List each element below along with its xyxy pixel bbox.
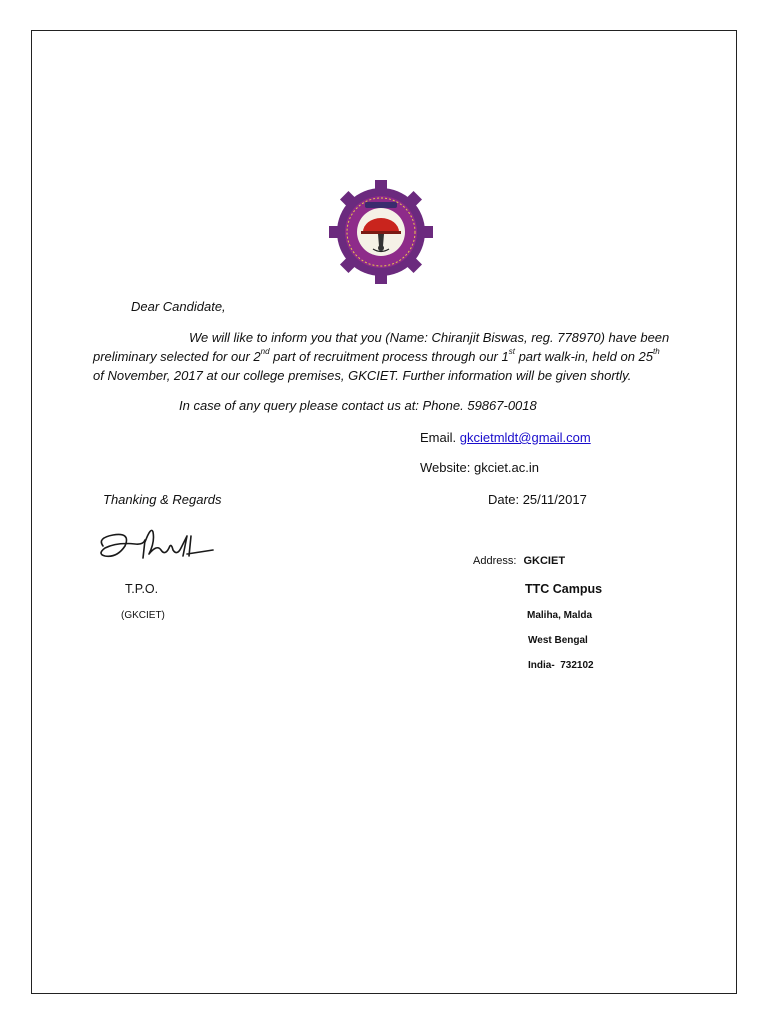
body-line-2-part-c: part walk-in, held on 25: [514, 349, 653, 364]
body-line-1: We will like to inform you that you (Name: Chiranjit Biswas, reg. 778970) have been: [189, 330, 670, 345]
signatory-title: T.P.O.: [125, 582, 159, 596]
date-label: Date:: [488, 492, 520, 507]
ordinal-suffix: nd: [260, 346, 270, 356]
address-name: GKCIET: [523, 555, 566, 567]
address-line-4: India- 732102: [528, 660, 594, 671]
website-line: [420, 460, 539, 475]
email-label: Email.: [420, 430, 457, 445]
website-label: Website:: [420, 460, 471, 475]
ordinal-suffix: th: [653, 346, 660, 356]
address-line-3: West Bengal: [528, 635, 588, 646]
date-value: 25/11/2017: [522, 492, 587, 507]
closing: Thanking & Regards: [103, 492, 222, 507]
email-link[interactable]: gkcietmldt@gmail.com: [459, 430, 591, 445]
website-value: gkciet.ac.in: [473, 460, 540, 475]
address-line-0: [473, 555, 565, 567]
date-line: [488, 492, 587, 507]
address-line-2: Maliha, Malda: [527, 610, 593, 621]
email-line: [420, 430, 591, 445]
body-line-2-part-a: preliminary selected for our 2: [93, 349, 261, 364]
body-line-3: of November, 2017 at our college premises, GKCIET. Further information will be given shortly.: [93, 368, 632, 383]
address-label: Address:: [473, 555, 517, 567]
signature: [95, 520, 215, 568]
body-line-2: [93, 346, 660, 364]
body-line-2-part-b: part of recruitment process through our 1: [269, 349, 509, 364]
ordinal-suffix: st: [508, 346, 515, 356]
signatory-org: (GKCIET): [121, 610, 165, 621]
college-logo: [324, 179, 438, 285]
query-contact: In case of any query please contact us at: Phone. 59867-0018: [179, 398, 537, 413]
address-line-1: TTC Campus: [525, 582, 603, 596]
greeting: Dear Candidate,: [131, 299, 226, 314]
page-border: [31, 30, 737, 994]
